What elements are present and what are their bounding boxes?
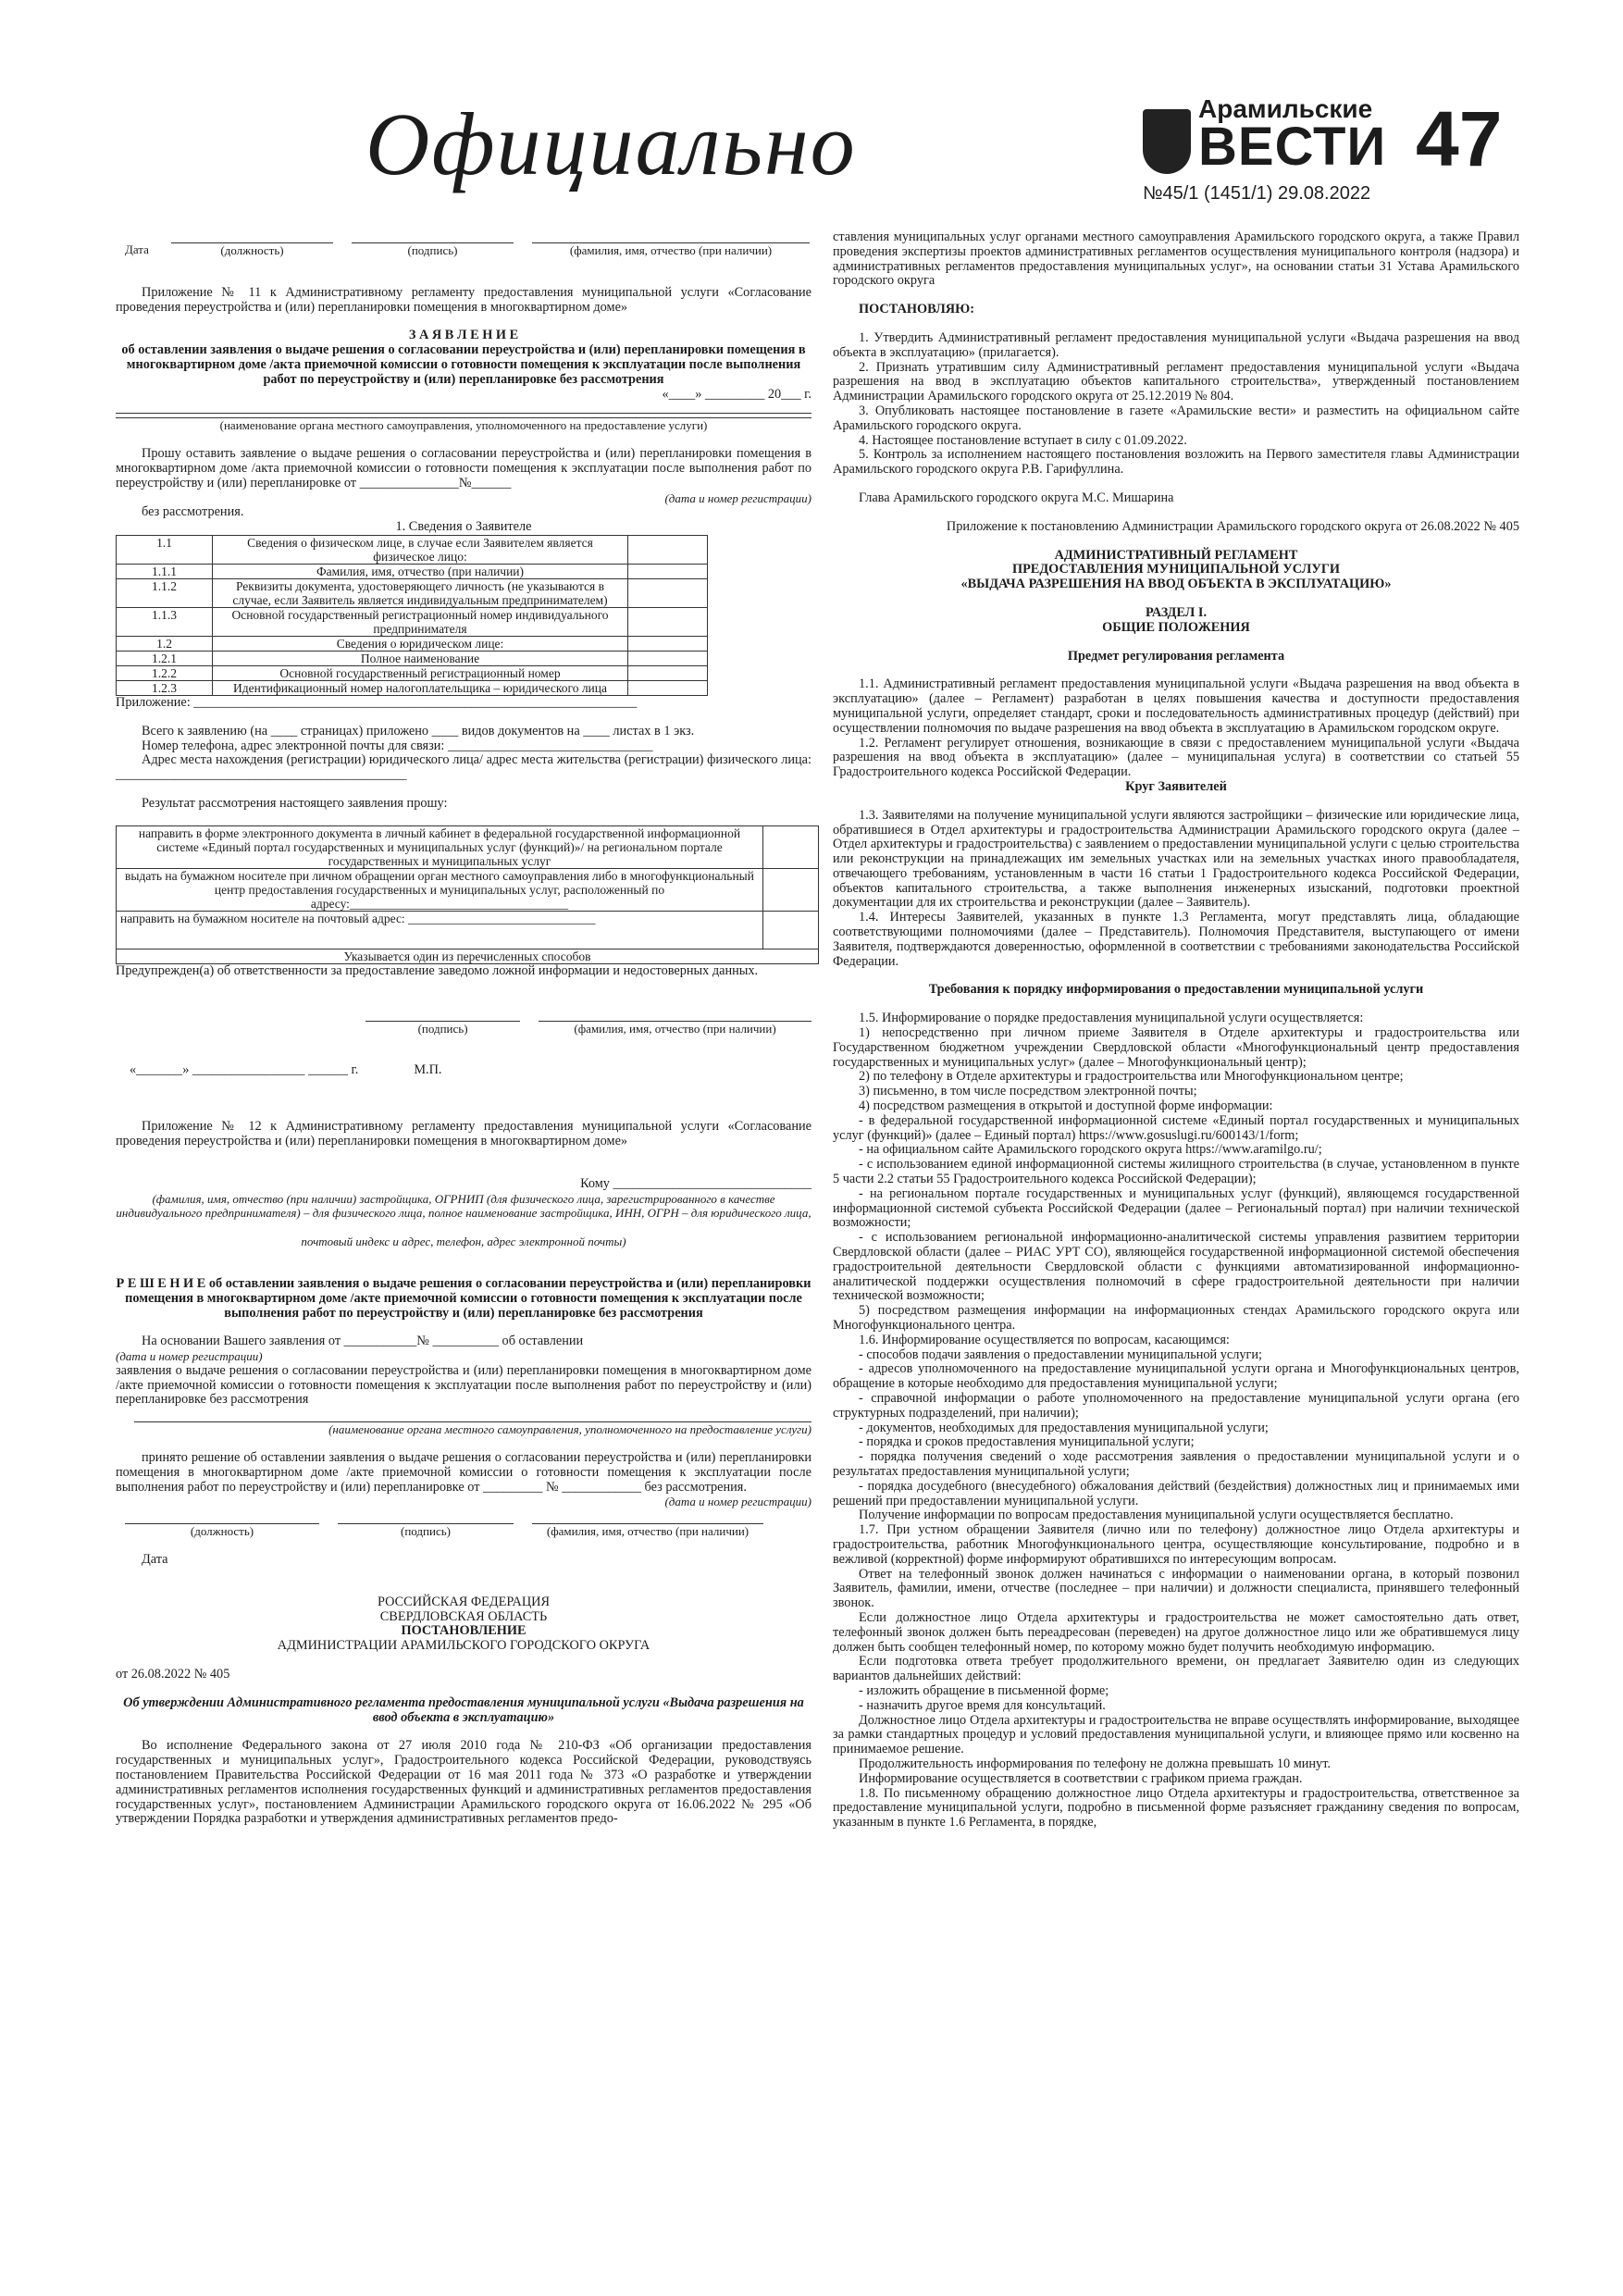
mp-date: «_______» _________________ ______ г. [130, 1062, 359, 1078]
logo-main-text: ВЕСТИ [1198, 117, 1387, 177]
page-number: 47 [1416, 95, 1503, 182]
position-caption-3: (должность) [125, 1523, 319, 1539]
info-paragraph: - с использованием единой информационной системы жилищного строительства (в случае, установленном в пункте 5 части 2.2 статьи 55 Градостроительного кодекса Российской Федерации); [833, 1157, 1519, 1187]
applicant-row-number: 1.1.2 [117, 578, 213, 607]
based-line: На основании Вашего заявления от ___________№ __________ об оставлении [142, 1334, 584, 1349]
para-1-4: 1.4. Интересы Заявителей, указанных в пункте 1.3 Регламента, могут представлять лица, обладающие соответствующими полномочиями (далее – Представитель). Полномочия Представителя, выступающего от имени Заявителя, подтверждаются доверенностью, оформленной в соответствии с требованиями законодательства Российской Федерации. [833, 910, 1519, 969]
result-option-2: выдать на бумажном носителе при личном обращении орган местного самоуправления либо в многофункциональный центр предоставления государственных и муниципальных услуг, расположенный по адресу:___________________________________ [117, 868, 763, 911]
applicant-table-row [117, 680, 708, 695]
fio-caption-3: (фамилия, имя, отчество (при наличии) [532, 1523, 763, 1539]
post-title: Об утверждении Административного регламента предоставления муниципальной услуги «Выдача разрешения на ввод объекта в эксплуатацию» [123, 1694, 804, 1725]
applicant-table-row [117, 665, 708, 680]
applicant-row-label: Сведения о физическом лице, в случае если Заявителем является физическое лицо: [213, 535, 628, 564]
signature-block-1 [125, 242, 812, 258]
applicant-row-number: 1.1.3 [117, 607, 213, 636]
info-paragraph: - документов, необходимых для предоставления муниципальной услуги; [859, 1420, 1269, 1435]
applicant-table-row [117, 578, 708, 607]
applicant-row-label: Идентификационный номер налогоплательщика – юридического лица [213, 680, 628, 695]
date-3: Дата [142, 1552, 168, 1568]
info-paragraph: 5) посредством размещения информации на информационных стендах Арамильского городского округа или Многофункционального центра. [833, 1303, 1519, 1333]
attachment-line: Приложение: ___________________________________________________________________ [116, 694, 638, 710]
annex-note: Приложение к постановлению Администрации Арамильского городского округа от 26.08.2022 № 405 [946, 518, 1519, 534]
decree-item: 3. Опубликовать настоящее постановление в газете «Арамильские вести» и разместить на официальном сайте Арамильского городского округа. [833, 403, 1519, 433]
razdel: РАЗДЕЛ I. [1145, 604, 1208, 620]
applicant-row-label: Основной государственный регистрационный номер индивидуального предпринимателя [213, 607, 628, 636]
postal-caption: почтовый индекс и адрес, телефон, адрес электронной почты) [301, 1235, 626, 1249]
position-caption: (должность) [171, 242, 333, 258]
applicant-table-row [117, 564, 708, 578]
krug-heading: Круг Заявителей [1125, 778, 1227, 794]
info-paragraph: - назначить другое время для консультаций. [859, 1697, 1106, 1713]
reg-title-1: АДМИНИСТРАТИВНЫЙ РЕГЛАМЕНТ [1054, 547, 1298, 563]
based-caption: (дата и номер регистрации) [116, 1349, 263, 1364]
applicant-row-number: 1.1 [117, 535, 213, 564]
info-paragraph: - с использованием региональной информационно-аналитической системы управления развитием территории Свердловской области (далее – РИАС УРТ СО), являющейся государственной информационной системой обеспечения градостроительной деятельности Свердловской области с функциями автоматизированной информационно-аналитической поддержки осуществления полномочий в сфере градостроительной деятельности при наличии технической возможности; [833, 1230, 1519, 1304]
info-paragraph: 1.8. По письменному обращению должностное лицо Отдела архитектуры и градостроительства, ответственное за предоставление муниципальной услуги, подробно в письменной форме разъясняет гражданину сведения по вопросам, указанным в пункте 1.6 Регламента, в порядке, [833, 1785, 1519, 1831]
result-options-table [116, 825, 819, 964]
zayavlenie-title: З А Я В Л Е Н И Е [408, 328, 519, 343]
decree-item: 1. Утвердить Административный регламент предоставления муниципальной услуги «Выдача разрешения на ввод объекта в эксплуатацию» (прилагается). [833, 329, 1519, 360]
info-paragraph: Информирование осуществляется в соответствии с графиком приема граждан. [859, 1770, 1303, 1786]
info-paragraph: 1.7. При устном обращении Заявителя (лично или по телефону) должностное лицо Отдела архитектуры и градостроительства, работник Многофункционального центра, осуществляющие консультирование, подробно и в вежливой (корректной) форме информируют обратившихся по интересующим вопросам. [833, 1522, 1519, 1567]
applicant-table-row [117, 535, 708, 564]
para-1-3: 1.3. Заявителями на получение муниципальной услуги являются застройщики – физические или юридические лица, обратившиеся в Отдел архитектуры и градостроительства Администрации Арамильского городского округа (далее – Отдел архитектуры и градостроительства) с заявлением о предоставлении муниципальной услуги с целью строительства или реконструкции на принадлежащих им земельных участках или на земельных участках иного правообладателя, отвечающего требованиям, установленным в части 16 статьи 1 Градостроительного кодекса Российской Федерации, объектов капитального строительства, а также выполнения инженерных изысканий, подготовки проектной документации для их строительства и реконструкции (далее – Заявитель). [833, 807, 1519, 911]
total-docs: Всего к заявлению (на ____ страницах) приложено ____ видов документов на ____ листах в 1 экз. [142, 723, 695, 738]
signature-caption-2: (подпись) [365, 1021, 520, 1036]
decision-caption: (дата и номер регистрации) [664, 1495, 812, 1509]
info-paragraph: - адресов уполномоченного на предоставление муниципальной услуги органа и Многофункциональных центров, обращение в которые необходимо для предоставления муниципальной услуги; [833, 1361, 1519, 1392]
decree-items [833, 331, 1519, 478]
decree-item: 5. Контроль за исполнением настоящего постановления возложить на Первого заместителя главы Администрации Арамильского городского округа Р.В. Гарифуллина. [833, 447, 1519, 478]
applicant-row-label: Сведения о юридическом лице: [213, 636, 628, 651]
no-review: без рассмотрения. [142, 504, 244, 520]
applicant-row-value[interactable] [628, 651, 708, 665]
decree-item: 4. Настоящее постановление вступает в силу с 01.09.2022. [859, 432, 1187, 448]
info-paragraph: 2) по телефону в Отделе архитектуры и градостроительства или Многофункциональном центре; [859, 1069, 1404, 1085]
info-paragraph: - порядка получения сведений о ходе рассмотрения заявления о предоставлении муниципальной услуги и о результатах предоставления муниципальной услуги; [833, 1449, 1519, 1479]
rf-line-1: РОССИЙСКАЯ ФЕДЕРАЦИЯ [378, 1594, 550, 1609]
komu-caption: (фамилия, имя, отчество (при наличии) застройщика, ОГРНИП (для физического лица, зарегистрированного в качестве индивидуального предпринимателя) – для физического лица, полное наименование застройщика, ИНН, ОГРН – для юридического лица, [116, 1191, 812, 1221]
annex-11: Приложение № 11 к Административному регламенту предоставления муниципальной услуги «Согласование проведения переустройства и (или) перепланировки помещения в многоквартирном доме» [116, 284, 812, 315]
info-paragraph: - на официальном сайте Арамильского городского округа https://www.aramilgo.ru/; [859, 1142, 1322, 1158]
zayavlenie-subtitle: об оставлении заявления о выдаче решения о согласовании переустройства и (или) перепланировки помещения в многоквартирном доме /акта приемочной комиссии о готовности помещения к эксплуатации после выполнения работ по переустройству и (или) перепланировке без рассмотрения [121, 342, 806, 387]
info-paragraph: - изложить обращение в письменной форме; [859, 1682, 1109, 1698]
date-line: «____» _________ 20___ г. [662, 386, 812, 402]
result-option-1: направить в форме электронного документа в личный кабинет в федеральной государственной информационной системе «Единый портал государственных и муниципальных услуг (функций)»/ на региональном портале государственных и муниципальных услуг [117, 825, 763, 868]
info-paragraph: Продолжительность информирования по телефону не должна превышать 10 минут. [859, 1756, 1331, 1771]
postanovlyayu: ПОСТАНОВЛЯЮ: [859, 302, 974, 317]
table-title: 1. Сведения о Заявителе [395, 519, 532, 535]
annex-12: Приложение № 12 к Административному регламенту предоставления муниципальной услуги «Согласование проведения переустройства и (или) перепланировки помещения в многоквартирном доме» [116, 1119, 812, 1148]
applicant-row-value[interactable] [628, 535, 708, 564]
cont-text: ставления муниципальных услуг органами местного самоуправления Арамильского городского округа, а также Правил проведения экспертизы проектов административных регламентов осуществления муниципального контроля (надзора) и административных регламентов предоставления муниципальных услуг», на основании статьи 31 Устава Арамильского городского округа [833, 230, 1519, 289]
para-1-2: 1.2. Регламент регулирует отношения, возникающие в связи с предоставлением муниципальной услуги «Выдача разрешения на ввод объекта в эксплуатацию» (далее – муниципальная услуга) в соответствии со статьей 55 Градостроительного кодекса Российской Федерации. [833, 735, 1519, 780]
info-paragraph: - способов подачи заявления о предоставлении муниципальной услуги; [859, 1347, 1262, 1362]
applicant-row-value[interactable] [628, 636, 708, 651]
issue-number: №45/1 (1451/1) 29.08.2022 [1143, 183, 1371, 204]
info-paragraph: Получение информации по вопросам предоставления муниципальной услуги осуществляется бесплатно. [859, 1508, 1454, 1523]
mp-label: М.П. [414, 1062, 442, 1078]
reshenie-title: Р Е Ш Е Н И Е об оставлении заявления о выдаче решения о согласовании переустройства и (или) перепланировки помещения в многоквартирном доме /акте приемочной комиссии о готовности помещения к эксплуатации после выполнения работ по переустройству и (или) перепланировке без рассмотрения [116, 1275, 812, 1321]
section-title: Официально [365, 94, 857, 193]
address-line: Адрес места нахождения (регистрации) юридического лица/ адрес места жительства (регистрации) физического лица: ____________________________________________ [116, 752, 812, 783]
left-column [116, 242, 812, 1827]
glava: Глава Арамильского городского округа М.С. Мишарина [859, 490, 1174, 505]
info-paragraph: Должностное лицо Отдела архитектуры и градостроительства не вправе осуществлять информирование, выходящее за рамки стандартных процедур и условий предоставления муниципальной услуги, и влияющее прямо или косвенно на принимаемое решение. [833, 1712, 1519, 1757]
predmet-heading: Предмет регулирования регламента [1067, 648, 1285, 664]
komu-line: Кому ______________________________ [580, 1175, 812, 1191]
applicant-row-value[interactable] [628, 680, 708, 695]
result-option-1-box[interactable] [763, 825, 819, 868]
warned-text: Предупрежден(а) об ответственности за предоставление заведомо ложной информации и недостоверных данных. [116, 962, 759, 978]
logo-top-text: Арамильские [1198, 94, 1373, 123]
fio-caption-2: (фамилия, имя, отчество (при наличии) [539, 1021, 812, 1036]
info-paragraph: Ответ на телефонный звонок должен начинаться с информации о наименовании органа, в который позвонил Заявитель, фамилии, имени, отчестве (последнее – при наличии) и должности специалиста, принявшего телефонный звонок. [833, 1566, 1519, 1611]
organ2-caption: (наименование органа местного самоуправления, уполномоченного на предоставление услуги) [134, 1421, 812, 1437]
rf-line-3: ПОСТАНОВЛЕНИЕ [401, 1623, 527, 1639]
result-option-3-box[interactable] [763, 911, 819, 949]
mp-line [130, 1063, 812, 1078]
organ-caption: (наименование органа местного самоуправления, уполномоченного на предоставление услуги) [116, 417, 812, 433]
applicant-row-value[interactable] [628, 564, 708, 578]
request-text: Прошу оставить заявление о выдаче решения о согласовании переустройства и (или) перепланировки помещения в многоквартирном доме /акта приемочной комиссии о готовности помещения к эксплуатации после выполнения работ по переустройству и (или) перепланировке от _______________№______ [116, 446, 812, 490]
rf-line-4: АДМИНИСТРАЦИИ АРАМИЛЬСКОГО ГОРОДСКОГО ОКРУГА [277, 1638, 650, 1654]
applicant-row-value[interactable] [628, 578, 708, 607]
info-paragraph: - в федеральной государственной информационной системе «Единый портал государственных и муниципальных услуг (функций)» (далее – Единый портал) https://www.gosuslugi.ru/600143/1/form; [833, 1112, 1519, 1143]
applicant-row-label: Полное наименование [213, 651, 628, 665]
reg-title-2: ПРЕДОСТАВЛЕНИЯ МУНИЦИПАЛЬНОЙ УСЛУГИ [1011, 562, 1341, 577]
info-paragraph: 4) посредством размещения в открытой и доступной форме информации: [859, 1098, 1273, 1114]
applicant-row-number: 1.2.1 [117, 651, 213, 665]
info-paragraph: 1) непосредственно при личном приеме Заявителя в Отделе архитектуры и градостроительства или Государственном бюджетном учреждении Свердловской области «Многофункциональный центр предоставления государственных и муниципальных услуг» (далее – Многофункциональный центр); [833, 1025, 1519, 1070]
rf-line-2: СВЕРДЛОВСКАЯ ОБЛАСТЬ [379, 1608, 548, 1624]
crest-icon [1143, 109, 1191, 174]
info-paragraph: 3) письменно, в том числе посредством электронной почты; [859, 1084, 1197, 1099]
reg-caption: (дата и номер регистрации) [664, 490, 812, 505]
info-paragraph: 1.6. Информирование осуществляется по вопросам, касающимся: [859, 1332, 1230, 1347]
razdel-name: ОБЩИЕ ПОЛОЖЕНИЯ [1102, 619, 1250, 635]
applicant-table-row [117, 607, 708, 636]
result-ask: Результат рассмотрения настоящего заявления прошу: [142, 795, 448, 811]
signature-caption: (подпись) [352, 242, 514, 258]
applicant-row-label: Реквизиты документа, удостоверяющего личность (не указываются в случае, если Заявитель является индивидуальным предпринимателем) [213, 578, 628, 607]
post-date: от 26.08.2022 № 405 [116, 1667, 230, 1682]
applicant-row-value[interactable] [628, 665, 708, 680]
info-paragraph: Если должностное лицо Отдела архитектуры и градостроительства не может самостоятельно дать ответ, телефонный звонок должен быть переадресован (переведен) на другое должностное лицо или же обратившемуся лицу должен быть сообщен телефонный номер, по которому можно будет получить необходимую информацию. [833, 1609, 1519, 1655]
info-paragraph: - порядка и сроков предоставления муниципальной услуги; [859, 1434, 1195, 1450]
result-option-2-box[interactable] [763, 868, 819, 911]
signature-block-3 [125, 1523, 812, 1539]
info-paragraph: - на региональном портале государственных и муниципальных услуг (функций), являющемся государственной информационной системой субъекта Российской Федерации (далее – Региональный портал) при наличии технической возможности; [833, 1185, 1519, 1231]
post-text: Во исполнение Федерального закона от 27 июля 2010 года № 210-ФЗ «Об организации предоставления государственных и муниципальных услуг», Градостроительного кодекса Российской Федерации, руководствуясь постановлением Правительства Российской Федерации от 16 мая 2011 года № 373 «О разработке и утверждении административных регламентов исполнения государственных функций и административных регламентов предоставления государственных услуг», постановлением Администрации Арамильского городского округа от 16.06.2022 № 295 «Об утверждении Порядка разработки и утверждения административных регламентов предо- [116, 1738, 812, 1827]
newspaper-logo [1143, 93, 1387, 180]
applicant-row-label: Основной государственный регистрационный номер [213, 665, 628, 680]
based-text: заявления о выдаче решения о согласовании переустройства и (или) перепланировки помещения в многоквартирном доме /акте приемочной комиссии о готовности помещения к эксплуатации после выполнения работ по переустройству и (или) перепланировке без рассмотрения [116, 1362, 812, 1408]
decision-text: принято решение об оставлении заявления о выдаче решения о согласовании переустройства и (или) перепланировки помещения в многоквартирном доме /акте приемочной комиссии о готовности помещения к эксплуатации после выполнения работ по переустройству и (или) перепланировке от _________ № ____________ без рассмотрения. [116, 1450, 812, 1495]
reg-title-3: «ВЫДАЧА РАЗРЕШЕНИЯ НА ВВОД ОБЪЕКТА В ЭКСПЛУАТАЦИЮ» [960, 577, 1392, 592]
result-option-3: направить на бумажном носителе на почтовый адрес: ______________________________ [117, 911, 763, 949]
applicant-row-value[interactable] [628, 607, 708, 636]
applicant-row-number: 1.1.1 [117, 564, 213, 578]
info-paragraph: - справочной информации о работе уполномоченного на предоставление муниципальной услуги органа (его структурных подразделений, при наличии); [833, 1390, 1519, 1421]
fio-caption: (фамилия, имя, отчество (при наличии) [532, 242, 810, 258]
info-paragraph: Если подготовка ответа требует продолжительного времени, он предлагает Заявителю один из следующих вариантов дальнейших действий: [833, 1654, 1519, 1684]
applicant-table-row [117, 636, 708, 651]
applicant-row-label: Фамилия, имя, отчество (при наличии) [213, 564, 628, 578]
one-of-note: Указывается один из перечисленных способов [117, 949, 819, 963]
applicant-row-number: 1.2.3 [117, 680, 213, 695]
decree-item: 2. Признать утратившим силу Административный регламент предоставления муниципальной услуги «Выдача разрешения на ввод в эксплуатацию объектов капитального строительства», утвержденный постановлением Администрации Арамильского городского округа от 25.12.2019 № 804. [833, 359, 1519, 404]
signature-caption-3: (подпись) [338, 1523, 514, 1539]
info-paragraph: 1.5. Информирование о порядке предоставления муниципальной услуги осуществляется: [859, 1011, 1364, 1026]
phone-line: Номер телефона, адрес электронной почты для связи: _______________________________ [142, 738, 653, 753]
right-column [833, 230, 1519, 1831]
info-paragraph: - порядка досудебного (внесудебного) обжалования действий (бездействия) должностных лиц и принимаемых ими решений при предоставлении муниципальной услуги. [833, 1478, 1519, 1508]
date-label: Дата [125, 242, 149, 256]
applicant-table-row [117, 651, 708, 665]
treb-heading: Требования к порядку информирования о предоставлении муниципальной услуги [928, 982, 1424, 998]
applicant-row-number: 1.2.2 [117, 665, 213, 680]
applicant-table [116, 535, 708, 696]
info-paragraphs [833, 1011, 1519, 1831]
para-1-1: 1.1. Административный регламент предоставления муниципальной услуги «Выдача разрешения на ввод объекта в эксплуатацию» (далее – Регламент) разработан в целях повышения качества и доступности предоставления муниципальной услуги, определяет стандарт, сроки и последовательность административных процедур (действий) при осуществлении полномочия по выдаче разрешения на ввод объекта в эксплуатацию в Арамильском городском округе. [833, 676, 1519, 736]
signature-block-2 [365, 1021, 812, 1036]
applicant-row-number: 1.2 [117, 636, 213, 651]
